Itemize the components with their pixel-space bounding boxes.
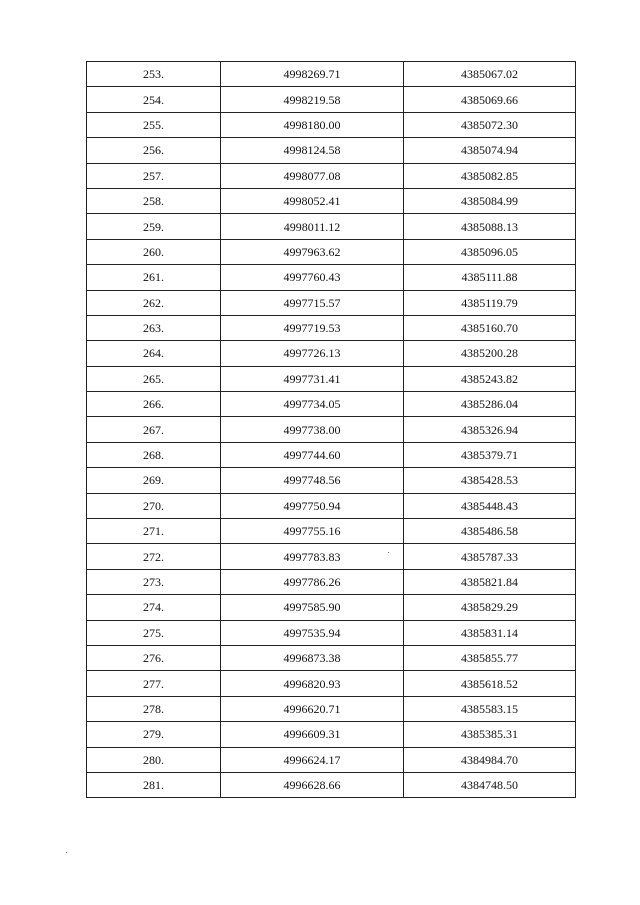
x-coordinate-cell: 4997748.56 — [221, 468, 404, 493]
point-number-cell: 257. — [87, 163, 221, 188]
x-coordinate-cell: 4996820.93 — [221, 671, 404, 696]
x-coordinate-cell: 4996624.17 — [221, 747, 404, 772]
point-number-cell: 276. — [87, 645, 221, 670]
x-coordinate-cell: 4997963.62 — [221, 239, 404, 264]
x-coordinate-cell: 4998011.12 — [221, 214, 404, 239]
y-coordinate-cell: 4385618.52 — [404, 671, 576, 696]
point-number-cell: 268. — [87, 442, 221, 467]
x-coordinate-cell: 4997715.57 — [221, 290, 404, 315]
x-coordinate-cell: 4997760.43 — [221, 265, 404, 290]
y-coordinate-cell: 4385831.14 — [404, 620, 576, 645]
x-coordinate-cell: 4998269.71 — [221, 62, 404, 87]
y-coordinate-cell: 4385829.29 — [404, 595, 576, 620]
y-coordinate-cell: 4385069.66 — [404, 87, 576, 112]
coordinates-table — [86, 61, 576, 798]
y-coordinate-cell: 4385119.79 — [404, 290, 576, 315]
x-coordinate-cell: 4997731.41 — [221, 366, 404, 391]
y-coordinate-cell: 4385448.43 — [404, 493, 576, 518]
table-row — [87, 772, 576, 797]
point-number-cell: 256. — [87, 138, 221, 163]
x-coordinate-cell: 4998077.08 — [221, 163, 404, 188]
point-number-cell: 277. — [87, 671, 221, 696]
point-number-cell: 254. — [87, 87, 221, 112]
coordinates-table-body — [87, 62, 576, 798]
point-number-cell: 264. — [87, 341, 221, 366]
table-row — [87, 315, 576, 340]
table-row — [87, 341, 576, 366]
y-coordinate-cell: 4384984.70 — [404, 747, 576, 772]
table-row — [87, 366, 576, 391]
x-coordinate-cell: 4997755.16 — [221, 519, 404, 544]
point-number-cell: 281. — [87, 772, 221, 797]
y-coordinate-cell: 4385096.05 — [404, 239, 576, 264]
y-coordinate-cell: 4385067.02 — [404, 62, 576, 87]
y-coordinate-cell: 4385486.58 — [404, 519, 576, 544]
point-number-cell: 262. — [87, 290, 221, 315]
table-row — [87, 519, 576, 544]
point-number-cell: 260. — [87, 239, 221, 264]
y-coordinate-cell: 4385084.99 — [404, 188, 576, 213]
point-number-cell: 265. — [87, 366, 221, 391]
table-row — [87, 671, 576, 696]
x-coordinate-cell: 4997750.94 — [221, 493, 404, 518]
y-coordinate-cell: 4385855.77 — [404, 645, 576, 670]
point-number-cell: 258. — [87, 188, 221, 213]
point-number-cell: 267. — [87, 417, 221, 442]
y-coordinate-cell: 4385072.30 — [404, 112, 576, 137]
x-coordinate-cell: 4997786.26 — [221, 569, 404, 594]
point-number-cell: 255. — [87, 112, 221, 137]
y-coordinate-cell: 4384748.50 — [404, 772, 576, 797]
y-coordinate-cell: 4385787.33 — [404, 544, 576, 569]
point-number-cell: 253. — [87, 62, 221, 87]
y-coordinate-cell: 4385379.71 — [404, 442, 576, 467]
x-coordinate-cell: 4996609.31 — [221, 722, 404, 747]
y-coordinate-cell: 4385428.53 — [404, 468, 576, 493]
table-row — [87, 138, 576, 163]
scan-speck — [388, 552, 389, 553]
x-coordinate-cell: 4996620.71 — [221, 696, 404, 721]
y-coordinate-cell: 4385821.84 — [404, 569, 576, 594]
table-row — [87, 392, 576, 417]
table-row — [87, 595, 576, 620]
point-number-cell: 272. — [87, 544, 221, 569]
y-coordinate-cell: 4385088.13 — [404, 214, 576, 239]
table-row — [87, 747, 576, 772]
table-row — [87, 112, 576, 137]
point-number-cell: 271. — [87, 519, 221, 544]
x-coordinate-cell: 4998052.41 — [221, 188, 404, 213]
x-coordinate-cell: 4998124.58 — [221, 138, 404, 163]
point-number-cell: 273. — [87, 569, 221, 594]
table-row — [87, 290, 576, 315]
table-row — [87, 239, 576, 264]
y-coordinate-cell: 4385111.88 — [404, 265, 576, 290]
x-coordinate-cell: 4997783.83 — [221, 544, 404, 569]
x-coordinate-cell: 4997734.05 — [221, 392, 404, 417]
point-number-cell: 269. — [87, 468, 221, 493]
y-coordinate-cell: 4385160.70 — [404, 315, 576, 340]
y-coordinate-cell: 4385200.28 — [404, 341, 576, 366]
point-number-cell: 259. — [87, 214, 221, 239]
y-coordinate-cell: 4385082.85 — [404, 163, 576, 188]
table-row — [87, 493, 576, 518]
table-row — [87, 87, 576, 112]
y-coordinate-cell: 4385583.15 — [404, 696, 576, 721]
y-coordinate-cell: 4385326.94 — [404, 417, 576, 442]
point-number-cell: 279. — [87, 722, 221, 747]
scan-speck — [66, 852, 67, 853]
y-coordinate-cell: 4385385.31 — [404, 722, 576, 747]
table-row — [87, 620, 576, 645]
point-number-cell: 274. — [87, 595, 221, 620]
table-row — [87, 544, 576, 569]
table-row — [87, 722, 576, 747]
point-number-cell: 278. — [87, 696, 221, 721]
x-coordinate-cell: 4997738.00 — [221, 417, 404, 442]
x-coordinate-cell: 4998219.58 — [221, 87, 404, 112]
point-number-cell: 263. — [87, 315, 221, 340]
table-row — [87, 468, 576, 493]
table-row — [87, 645, 576, 670]
point-number-cell: 280. — [87, 747, 221, 772]
x-coordinate-cell: 4996628.66 — [221, 772, 404, 797]
x-coordinate-cell: 4997719.53 — [221, 315, 404, 340]
table-row — [87, 696, 576, 721]
point-number-cell: 275. — [87, 620, 221, 645]
y-coordinate-cell: 4385074.94 — [404, 138, 576, 163]
table-row — [87, 163, 576, 188]
x-coordinate-cell: 4997585.90 — [221, 595, 404, 620]
x-coordinate-cell: 4997744.60 — [221, 442, 404, 467]
table-row — [87, 417, 576, 442]
x-coordinate-cell: 4997726.13 — [221, 341, 404, 366]
table-row — [87, 569, 576, 594]
y-coordinate-cell: 4385286.04 — [404, 392, 576, 417]
y-coordinate-cell: 4385243.82 — [404, 366, 576, 391]
x-coordinate-cell: 4997535.94 — [221, 620, 404, 645]
point-number-cell: 266. — [87, 392, 221, 417]
point-number-cell: 270. — [87, 493, 221, 518]
x-coordinate-cell: 4996873.38 — [221, 645, 404, 670]
table-row — [87, 188, 576, 213]
x-coordinate-cell: 4998180.00 — [221, 112, 404, 137]
table-row — [87, 265, 576, 290]
point-number-cell: 261. — [87, 265, 221, 290]
table-row — [87, 442, 576, 467]
table-row — [87, 62, 576, 87]
table-row — [87, 214, 576, 239]
